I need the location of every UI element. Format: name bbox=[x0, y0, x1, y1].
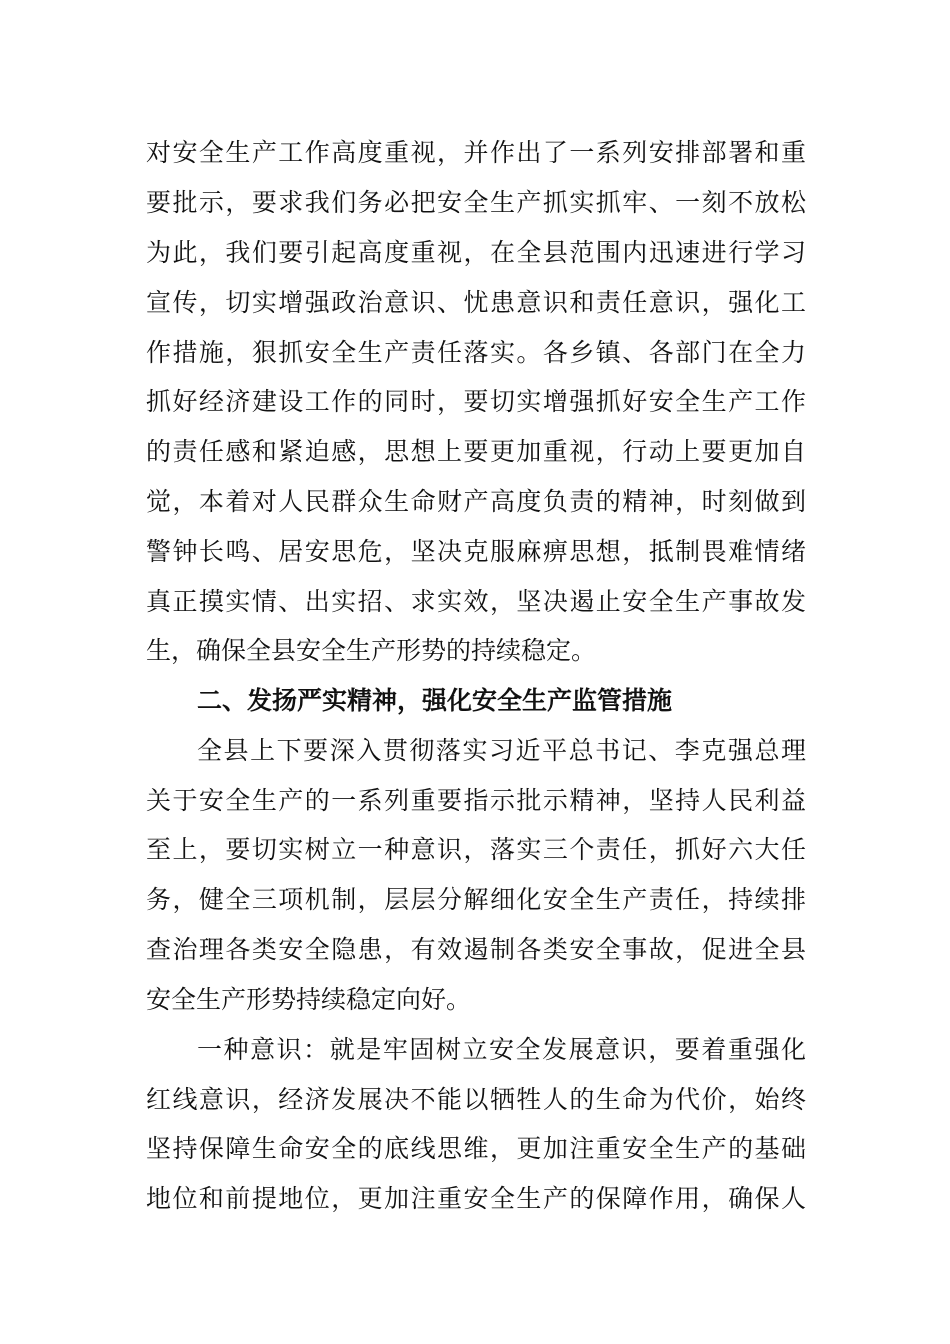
text-line: 作措施，狠抓安全生产责任落实。各乡镇、各部门在全力 bbox=[146, 338, 806, 367]
text-line: 全县上下要深入贯彻落实习近平总书记、李克强总理 bbox=[197, 736, 806, 765]
section-heading: 二、发扬严实精神，强化安全生产监管措施 bbox=[197, 686, 673, 715]
text-line: 红线意识，经济发展决不能以牺牲人的生命为代价，始终 bbox=[146, 1085, 806, 1114]
text-line: 要批示，要求我们务必把安全生产抓实抓牢、一刻不放松 bbox=[146, 188, 806, 217]
text-line: 警钟长鸣、居安思危，坚决克服麻痹思想，抵制畏难情绪 bbox=[146, 537, 806, 566]
text-line: 生，确保全县安全生产形势的持续稳定。 bbox=[146, 636, 597, 665]
text-line: 的责任感和紧迫感，思想上要更加重视，行动上要更加自 bbox=[146, 437, 806, 466]
text-line: 抓好经济建设工作的同时，要切实增强抓好安全生产工作 bbox=[146, 387, 806, 416]
text-line: 安全生产形势持续稳定向好。 bbox=[146, 985, 472, 1014]
text-line: 务，健全三项机制，层层分解细化安全生产责任，持续排 bbox=[146, 885, 806, 914]
text-line: 至上，要切实树立一种意识，落实三个责任，抓好六大任 bbox=[146, 835, 806, 864]
text-line: 觉，本着对人民群众生命财产高度负责的精神，时刻做到 bbox=[146, 487, 806, 516]
text-line: 查治理各类安全隐患，有效遏制各类安全事故，促进全县 bbox=[146, 935, 806, 964]
text-line: 坚持保障生命安全的底线思维，更加注重安全生产的基础 bbox=[146, 1134, 806, 1163]
text-line: 地位和前提地位，更加注重安全生产的保障作用，确保人 bbox=[146, 1184, 806, 1213]
text-line: 关于安全生产的一系列重要指示批示精神，坚持人民利益 bbox=[146, 786, 806, 815]
text-line: 一种意识：就是牢固树立安全发展意识，要着重强化 bbox=[197, 1035, 806, 1064]
text-line: 真正摸实情、出实招、求实效，坚决遏止安全生产事故发 bbox=[146, 587, 806, 616]
text-line: 宣传，切实增强政治意识、忧患意识和责任意识，强化工 bbox=[146, 288, 806, 317]
text-line: 为此，我们要引起高度重视，在全县范围内迅速进行学习 bbox=[146, 238, 806, 267]
text-line: 对安全生产工作高度重视，并作出了一系列安排部署和重 bbox=[146, 138, 806, 167]
